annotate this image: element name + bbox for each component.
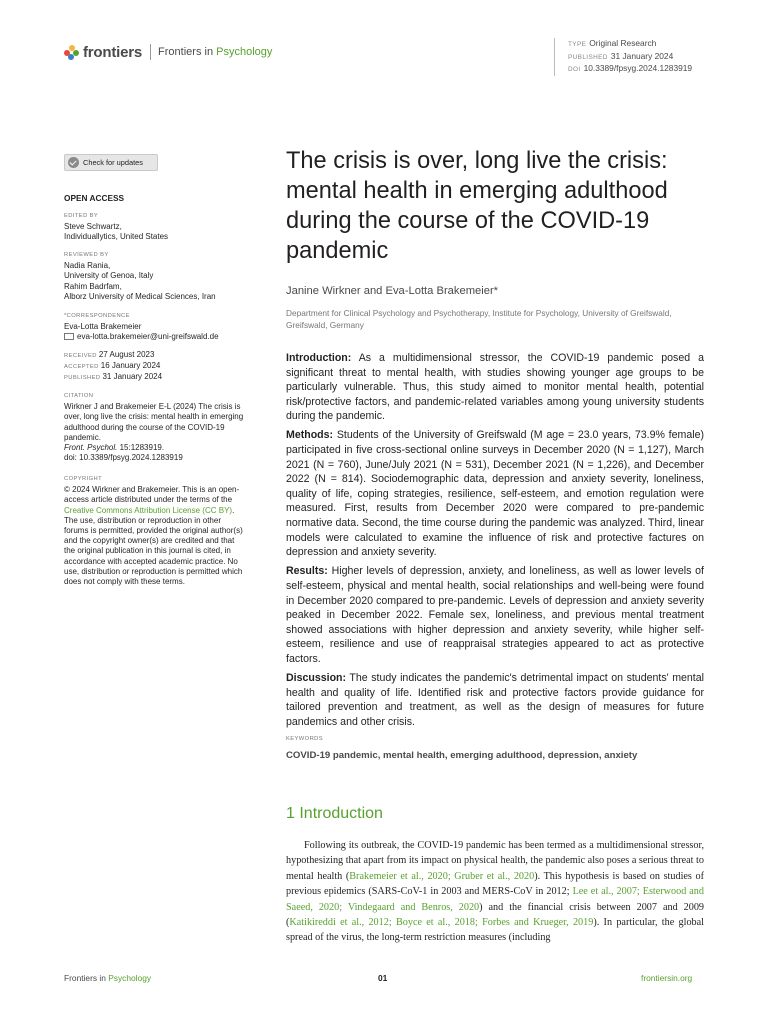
footer-journal: Frontiers in Psychology [64,973,152,983]
reviewed-by: REVIEWED BY Nadia Rania, University of Genoa, Italy Rahim Badrfam, Alborz University of Medical Sciences, Iran [64,252,216,301]
abstract-introduction: Introduction: As a multidimensional stressor, the COVID-19 pandemic posed a significant threat to mental health, with studies showing younger age groups to be particularly vulnerable. Thus, this study aimed to monitor mental health, potential risk/protective factors, and pandemic-related variables among young university students during the pandemic. [286,352,704,423]
citation-doi[interactable]: doi: 10.3389/fpsyg.2024.1283919 [64,453,183,463]
article-doi[interactable]: DOI 10.3389/fpsyg.2024.1283919 [568,63,693,73]
keywords: COVID-19 pandemic, mental health, emerging adulthood, depression, anxiety [286,750,638,761]
abstract-discussion: Discussion: The study indicates the pandemic's detrimental impact on students' mental health and quality of life. Identified risk and protective factors provide guidance for tailored prevention and treatment, as well as the design of measures for future pandemics and other crisis. [286,671,704,728]
check-updates-label: Check for updates [83,158,143,167]
keywords-label: KEYWORDS [286,736,324,742]
frontiers-logo[interactable] [64,42,272,62]
article-type: TYPE Original Research [568,38,657,48]
intro-paragraph: Following its outbreak, the COVID-19 pandemic has been termed as a multidimensional stressor, hypothesizing that apart from its impact on physical health, the pandemic also poses a serious threat to mental health (Brakemeier et al., 2020; Gruber et al., 2020). This hypothesis is based on studies of previous epidemics (SARS-CoV-1 in 2003 and MERS-CoV in 2012; Lee et al., 2007; Esterwood and Saeed, 2020; Vindegaard and Benros, 2020) and the financial crisis between 2007 and 2009 (Katikireddi et al., 2012; Boyce et al., 2018; Forbes and Krueger, 2019). In particular, the global spread of the virus, the long-term restriction measures (including [286,840,705,944]
edited-by: EDITED BY Steve Schwartz, Individuallytics, United States [64,213,169,242]
authors: Janine Wirkner and Eva-Lotta Brakemeier* [286,285,499,297]
citation-link[interactable]: Brakemeier et al., 2020; Gruber et al., 2020 [349,870,535,882]
dates: RECEIVED 27 August 2023 ACCEPTED 16 January 2024 PUBLISHED 31 January 2024 [64,350,163,382]
citation: CITATION Wirkner J and Brakemeier E-L (2024) The crisis is over, long live the crisis: mental health in emerging adulthood during the course of the COVID-19 pandemic. Front. Psychol. 15:1283919. doi: 10.3389/fpsyg.2024.1283919 [64,391,256,463]
brand-name: frontiers [83,43,143,61]
article-title: The crisis is over, long live the crisis: mental health in emerging adulthood during the course of the COVID-19 pandemic [286,148,668,264]
publish-date: PUBLISHED 31 January 2024 [568,50,674,61]
journal-name: Frontiers in Psychology [158,46,273,58]
abstract-results: Results: Higher levels of depression, anxiety, and loneliness, as well as lower levels of self-esteem, physical and mental health, social relationships and well-being were found in December 2020 compared to pre-pandemic. Levels of depression and anxiety severity peaked in December 2022. Female sex, loneliness, and previous mental treatment showed associations with higher depression and anxiety severity, while higher self-esteem, resilience and use of reappraisal strategies appeared to act as protective factors. [286,565,704,665]
check-updates-button[interactable] [64,154,158,171]
correspondence: *CORRESPONDENCE Eva-Lotta Brakemeier eva-lotta.brakemeier@uni-greifswald.de [64,311,254,343]
mail-icon [64,333,74,340]
correspondence-email[interactable]: eva-lotta.brakemeier@uni-greifswald.de [64,332,254,342]
copyright: COPYRIGHT © 2024 Wirkner and Brakemeier. This is an open-access article distributed under the terms of the Creative Commons Attribution License (CC BY). The use, distribution or reproduction in other forums is permitted, provided the original author(s) and the copyright owner(s) are credited and that the original publication in this journal is cited, in accordance with accepted academic practice. No use, distribution or reproduction is permitted which does not comply with these terms. [64,476,243,587]
abstract-methods: Methods: Students of the University of Greifswald (M age = 23.0 years, 73.9% female) participated in five cross-sectional online surveys in December 2020 (N = 1,127), March 2021 (N = 760), June/July 2021 (N = 531), December 2021 (N = 1,226), and December 2022 (N = 814). Sociodemographic data, depression and anxiety severity, loneliness, quality of life, coping strategies, resilience, self-esteem, and emotion regulation were measured. First, results from December 2020 were compared to pre-pandemic normative data. Second, the time course during the pandemic was analyzed. Third, linear models were calculated to examine the influence of risk and protective factures on depression and anxiety severity. [286,429,704,559]
citation-link[interactable]: Katikireddi et al., 2012; Boyce et al., 2018; Forbes and Krueger, 2019 [289,917,594,929]
citation-link[interactable]: Lee et al., 2007; Esterwood and Saeed, 2020; Vindegaard and Benros, 2020 [286,886,704,913]
license-link[interactable]: Creative Commons Attribution License (CC BY) [64,505,233,515]
footer-site-link[interactable]: frontiersin.org [641,973,693,983]
logo-divider [150,44,151,60]
section-heading: 1 Introduction [286,805,383,822]
article-meta [554,38,692,76]
frontiers-logo-icon [64,45,79,60]
affiliation: Department for Clinical Psychology and Psychotherapy, Institute for Psychology, University of Greifswald, Greifswald, Germany [286,308,672,330]
abstract [286,351,704,734]
page-number: 01 [378,973,388,983]
checkmark-icon [68,157,79,168]
open-access-label: OPEN ACCESS [64,193,125,203]
